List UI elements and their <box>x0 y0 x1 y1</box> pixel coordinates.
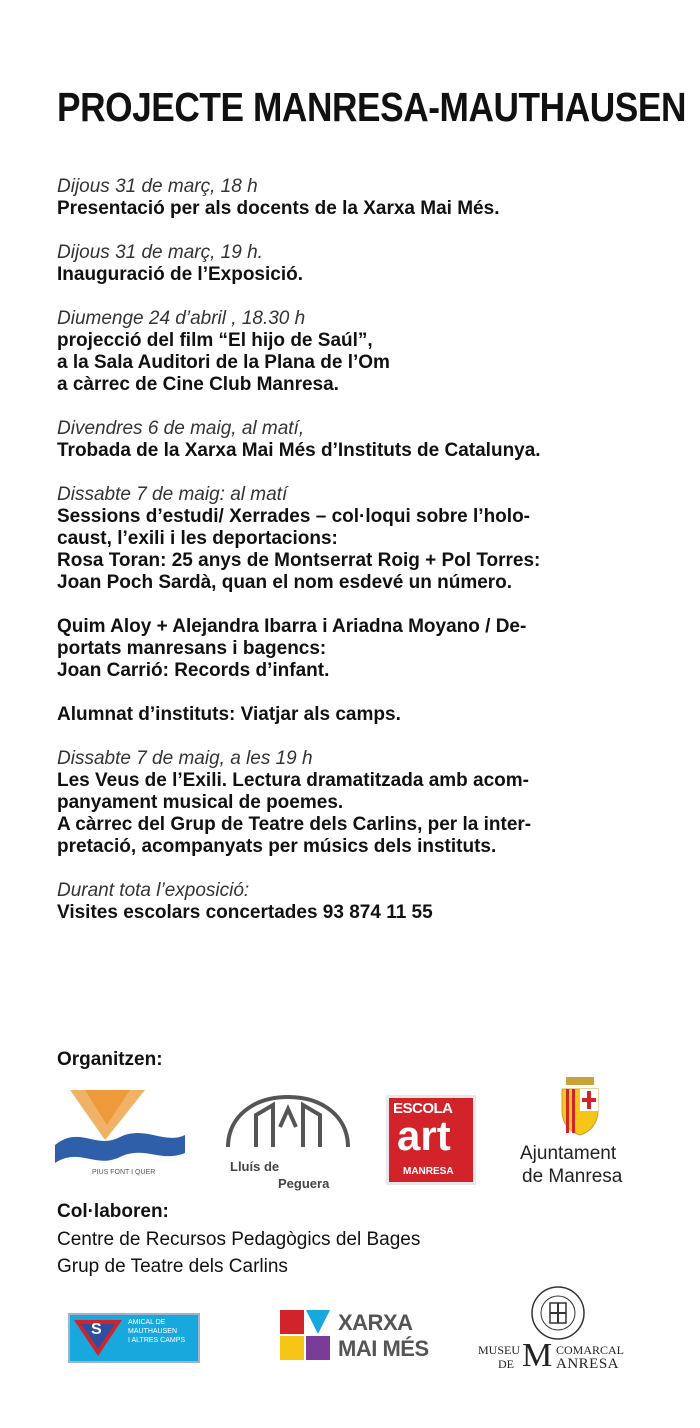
organizers-logos <box>0 1075 700 1195</box>
page-title: PROJECTE MANRESA-MAUTHAUSEN <box>57 84 686 130</box>
event-list <box>57 176 657 946</box>
amical-letter: S <box>91 1321 102 1338</box>
event-block <box>57 704 657 726</box>
museu-left-word: MUSEU <box>478 1343 521 1357</box>
logo-xarxa-mai-mes <box>280 1310 440 1370</box>
event-description: Inauguració de l’Exposició. <box>57 264 303 285</box>
event-description: Visites escolars concertades 93 874 11 55 <box>57 902 433 923</box>
event-block <box>57 308 657 396</box>
amical-line3: I ALTRES CAMPS <box>128 1337 186 1344</box>
event-date: Dijous 31 de març, 18 h <box>57 176 258 197</box>
collaborators-label: Col·laboren: <box>57 1201 169 1222</box>
event-description: Joan Carrió: Records d’infant. <box>57 660 330 681</box>
museu-de: DE <box>498 1357 514 1371</box>
xarxa-squares-icon <box>280 1310 330 1362</box>
event-block <box>57 418 657 462</box>
event-description: Presentació per als docents de la Xarxa Mai Més. <box>57 198 500 219</box>
event-description: panyament musical de poemes. <box>57 792 344 813</box>
peguera-logo-icon <box>218 1087 358 1155</box>
event-block <box>57 176 657 220</box>
event-description: Quim Aloy + Alejandra Ibarra i Ariadna Moyano / De- <box>57 616 527 637</box>
museu-anresa: ANRESA <box>556 1356 620 1372</box>
event-description: Trobada de la Xarxa Mai Més d’Instituts de Catalunya. <box>57 440 541 461</box>
event-description: a la Sala Auditori de la Plana de l’Om <box>57 352 390 373</box>
amical-line1: AMICAL DE <box>128 1319 166 1326</box>
amical-line2: MAUTHAUSEN <box>128 1328 178 1335</box>
event-description: A càrrec del Grup de Teatre dels Carlins, per la inter- <box>57 814 532 835</box>
ajuntament-line1: Ajuntament <box>520 1143 617 1164</box>
event-block <box>57 242 657 286</box>
pius-logo-icon <box>50 1085 190 1175</box>
event-description: pretació, acompanyats per músics dels instituts. <box>57 836 497 857</box>
event-description: caust, l’exili i les deportacions: <box>57 528 338 549</box>
peguera-logo-line2: Peguera <box>278 1176 330 1191</box>
event-description: projecció del film “El hijo de Saúl”, <box>57 330 373 351</box>
ajuntament-line2: de Manresa <box>522 1166 623 1187</box>
logo-pius-font-i-quer <box>50 1085 190 1185</box>
collaborators-logos <box>0 1285 700 1405</box>
event-description: Joan Poch Sardà, quan el nom esdevé un número. <box>57 572 513 593</box>
event-block <box>57 484 657 594</box>
event-date: Divendres 6 de maig, al matí, <box>57 418 305 439</box>
event-date: Diumenge 24 d’abril , 18.30 h <box>57 308 306 329</box>
museu-big-m: M <box>522 1337 553 1374</box>
event-date: Dissabte 7 de maig, a les 19 h <box>57 748 313 769</box>
event-date: Dissabte 7 de maig: al matí <box>57 484 288 505</box>
event-description: Alumnat d’instituts: Viatjar als camps. <box>57 704 401 725</box>
event-description: portats manresans i bagencs: <box>57 638 327 659</box>
logo-escola-art <box>386 1095 476 1185</box>
event-description: a càrrec de Cine Club Manresa. <box>57 374 339 395</box>
event-block <box>57 880 657 924</box>
pius-logo-text: PIUS FONT I QUER <box>92 1169 156 1176</box>
collaborator-item: Centre de Recursos Pedagògics del Bages <box>57 1229 421 1250</box>
escola-logo-bottom: MANRESA <box>403 1166 454 1177</box>
museu-seal-icon <box>530 1285 586 1341</box>
escola-logo-top: ESCOLA <box>393 1100 453 1117</box>
organizers-label: Organitzen: <box>57 1049 163 1070</box>
logo-ajuntament-manresa <box>520 1075 640 1193</box>
event-description: Rosa Toran: 25 anys de Montserrat Roig + Pol Torres: <box>57 550 541 571</box>
museu-comarcal: COMARCAL <box>556 1343 625 1357</box>
crest-icon <box>550 1075 610 1137</box>
event-description: Sessions d’estudi/ Xerrades – col·loqui sobre l’holo- <box>57 506 530 527</box>
escola-logo-mid: art <box>397 1112 451 1159</box>
event-description: Les Veus de l’Exili. Lectura dramatitzada amb acom- <box>57 770 530 791</box>
collaborators-list <box>57 1226 420 1280</box>
collaborator-item: Grup de Teatre dels Carlins <box>57 1256 288 1277</box>
peguera-logo-line1: Lluís de <box>230 1159 280 1174</box>
event-block <box>57 616 657 682</box>
logo-museu-comarcal <box>478 1285 638 1395</box>
event-date: Dijous 31 de març, 19 h. <box>57 242 263 263</box>
xarxa-line1: XARXA <box>338 1310 413 1335</box>
logo-amical-mauthausen <box>68 1313 200 1363</box>
event-block <box>57 748 657 858</box>
xarxa-line2: MAI MÉS <box>338 1336 429 1361</box>
event-date: Durant tota l’exposició: <box>57 880 250 901</box>
logo-lluis-de-peguera <box>218 1087 363 1191</box>
